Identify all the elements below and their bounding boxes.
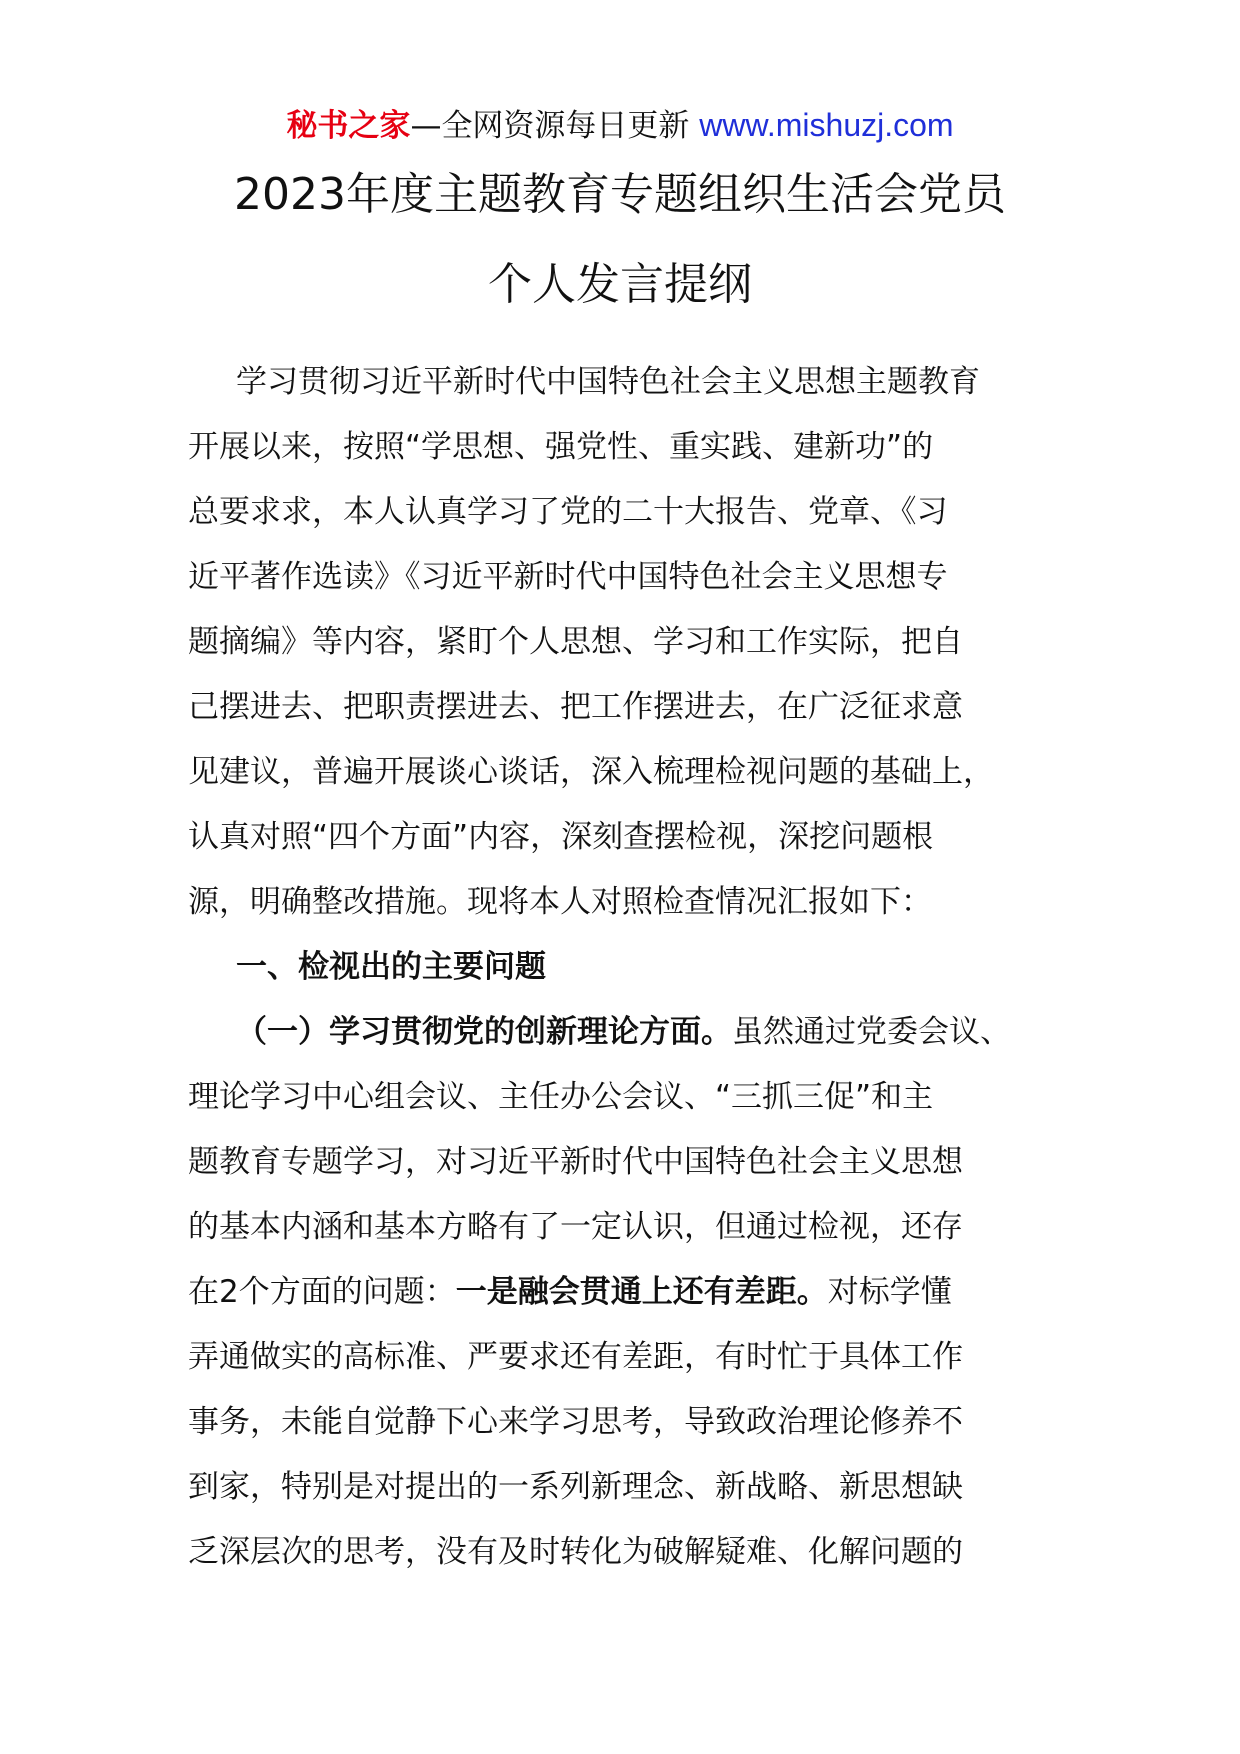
paragraph-line: 弄通做实的高标准、严要求还有差距，有时忙于具体工作 <box>188 1339 963 1375</box>
document-title-line-2: 个人发言提纲 <box>488 259 752 310</box>
paragraph-line: 源，明确整改措施。现将本人对照检查情况汇报如下： <box>188 884 932 920</box>
paragraph-line: 乏深层次的思考，没有及时转化为破解疑难、化解问题的 <box>188 1534 963 1570</box>
paragraph-line: 的基本内涵和基本方略有了一定认识，但通过检视，还存 <box>188 1209 963 1245</box>
paragraph-line: 开展以来，按照“学思想、强党性、重实践、建新功”的 <box>188 429 934 465</box>
paragraph-line: 认真对照“四个方面”内容，深刻查摆检视，深挖问题根 <box>188 819 934 855</box>
paragraph-line: 题摘编》等内容，紧盯个人思想、学习和工作实际，把自 <box>188 624 963 660</box>
site-header <box>0 98 1240 153</box>
paragraph-line: 总要求求，本人认真学习了党的二十大报告、党章、《习 <box>188 494 948 530</box>
paragraph-line: 事务，未能自觉静下心来学习思考，导致政治理论修养不 <box>188 1404 963 1440</box>
document-body <box>188 350 1068 1585</box>
paragraph-line: 近平著作选读》《习近平新时代中国特色社会主义思想专 <box>188 559 948 595</box>
sub-heading-rest: 虽然通过党委会议、 <box>732 1014 1011 1050</box>
site-url-link[interactable]: www.mishuzj.com <box>699 107 954 143</box>
mixed-line-bold: 一是融会贯通上还有差距。 <box>455 1274 828 1310</box>
paragraph-line: 题教育专题学习，对习近平新时代中国特色社会主义思想 <box>188 1144 963 1180</box>
paragraph-line: 见建议，普遍开展谈心谈话，深入梳理检视问题的基础上， <box>188 754 994 790</box>
header-tagline: —全网资源每日更新 <box>410 108 700 144</box>
paragraph-line: 学习贯彻习近平新时代中国特色社会主义思想主题教育 <box>236 364 980 400</box>
paragraph-line: 到家，特别是对提出的一系列新理念、新战略、新思想缺 <box>188 1469 963 1505</box>
paragraph-line: 理论学习中心组会议、主任办公会议、“三抓三促”和主 <box>188 1079 934 1115</box>
document-title-line-1: 2023年度主题教育专题组织生活会党员 <box>234 169 1006 220</box>
mixed-line-post: 对标学懂 <box>827 1274 952 1310</box>
section-heading: 一、检视出的主要问题 <box>236 949 546 985</box>
mixed-line-pre: 在2个方面的问题： <box>188 1274 456 1310</box>
brand-name: 秘书之家 <box>286 108 411 144</box>
paragraph-line: 己摆进去、把职责摆进去、把工作摆进去，在广泛征求意 <box>188 689 963 725</box>
sub-heading-line <box>188 1000 1068 1065</box>
sub-heading-bold: （一）学习贯彻党的创新理论方面。 <box>236 1014 732 1050</box>
mixed-paragraph-line <box>188 1260 1068 1325</box>
